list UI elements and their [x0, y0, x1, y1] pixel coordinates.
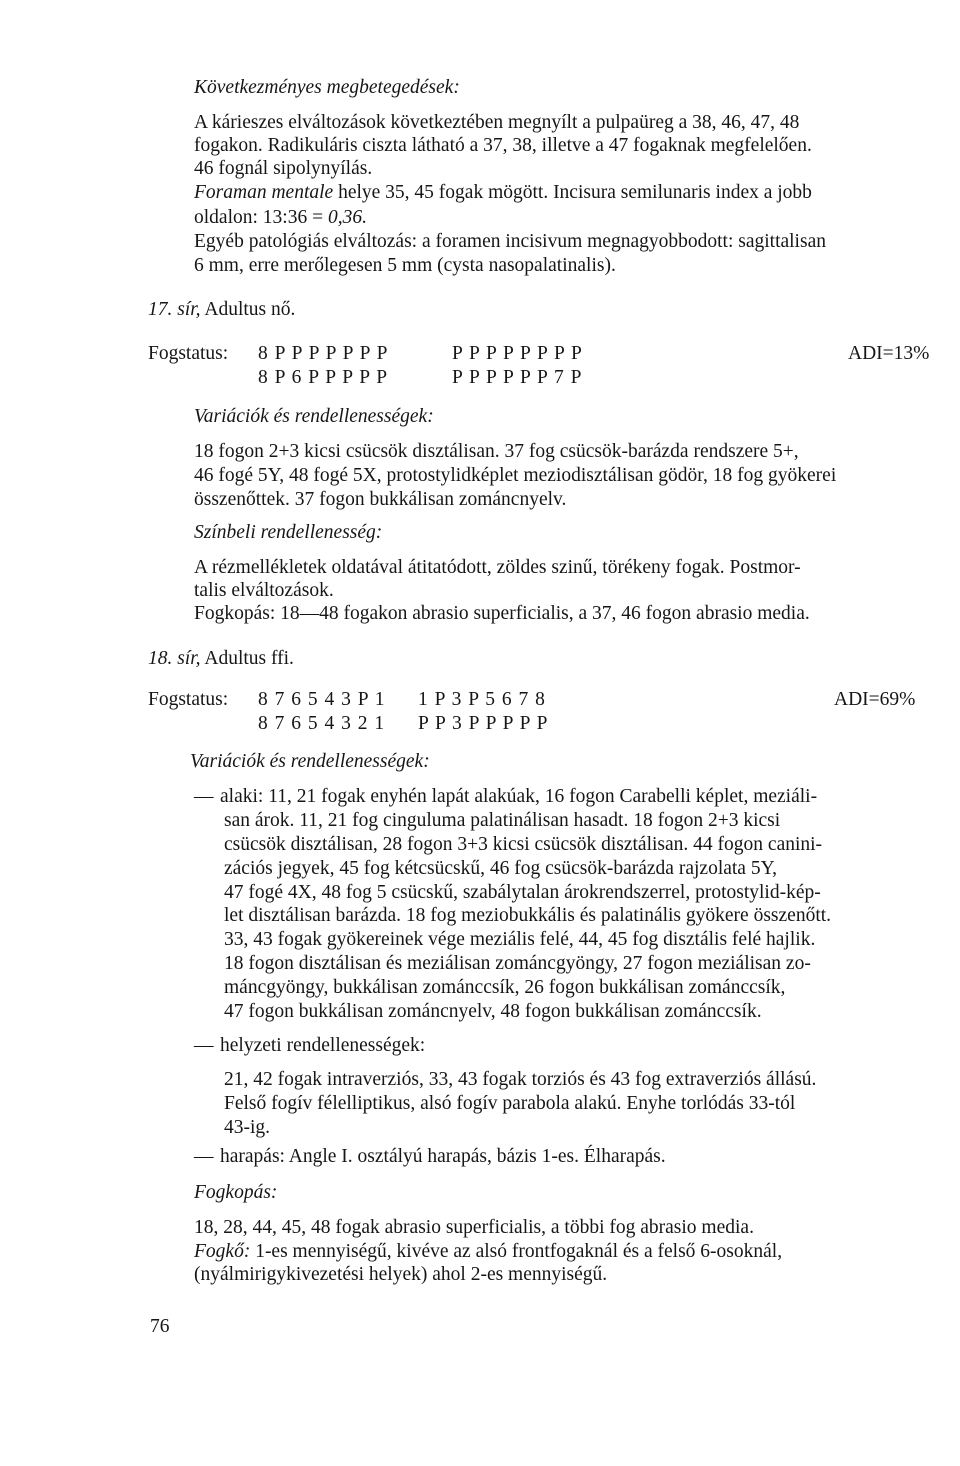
text-line: Egyéb patológiás elváltozás: a foramen incisivum megnagyobbodott: sagittalisan [194, 231, 826, 252]
text-line: fogakon. Radikuláris ciszta látható a 37, 38, illetve a 47 fogaknak megfelelően. [194, 135, 812, 156]
text-line: máncgyöngy, bukkálisan zománccsík, 26 fogon bukkálisan zománccsík, [224, 977, 786, 998]
text-line [194, 1240, 782, 1264]
page-number: 76 [150, 1316, 170, 1337]
text-span: oldalon: 13:36 = [194, 207, 328, 228]
lower-right-teeth: 8 7 6 5 4 3 2 1 [258, 713, 386, 734]
list-label: alaki: [220, 786, 264, 807]
lower-left-teeth: P P P P P P 7 P [452, 367, 583, 388]
variations-heading: Variációk és rendellenességek: [194, 406, 434, 427]
tooth-status-label: Fogstatus: [148, 343, 229, 364]
grave-number: 18. sír, [148, 648, 201, 669]
upper-left-teeth: P P P P P P P P [452, 343, 583, 364]
list-item-bite [194, 1145, 666, 1169]
list-label: helyzeti rendellenességek: [220, 1035, 426, 1056]
grave-subject: Adultus nő. [200, 299, 296, 320]
lower-right-teeth: 8 P 6 P P P P P [258, 367, 389, 388]
foramen-term: Foraman mentale [194, 182, 334, 203]
text-line: Felső fogív félelliptikus, alsó fogív parabola alakú. Enyhe torlódás 33-tól [224, 1093, 796, 1114]
adi-value: ADI=69% [834, 689, 916, 710]
consequential-diseases-heading: Következményes megbetegedések: [194, 77, 460, 98]
adi-value: ADI=13% [848, 343, 930, 364]
text-line [194, 181, 812, 205]
upper-right-teeth: 8 7 6 5 4 3 P 1 [258, 689, 386, 710]
text-line: 46 fognál sipolynyílás. [194, 158, 373, 179]
list-dash: — [194, 1146, 214, 1167]
text-span: 11, 21 fogak enyhén lapát alakúak, 16 fogon Carabelli képlet, meziáli- [263, 786, 818, 807]
text-line: 21, 42 fogak intraverziós, 33, 43 fogak torziós és 43 fog extraverziós állású. [224, 1069, 817, 1090]
text-line: 6 mm, erre merőlegesen 5 mm (cysta nasopalatinalis). [194, 255, 616, 276]
text-span: harapás: Angle I. osztályú harapás, bázis 1-es. Élharapás. [220, 1146, 666, 1167]
text-line: 18, 28, 44, 45, 48 fogak abrasio superficialis, a többi fog abrasio media. [194, 1217, 754, 1238]
list-dash: — [194, 786, 214, 807]
variations-heading: Variációk és rendellenességek: [190, 751, 430, 772]
text-line: 18 fogon disztálisan és meziálisan zománcgyöngy, 27 fogon meziálisan zo- [224, 953, 811, 974]
text-line: 47 fogé 4X, 48 fog 5 csücskű, szabálytalan árokrendszerrel, protostylid-kép- [224, 882, 821, 903]
grave-17-title [148, 298, 295, 322]
text-line: A kárieszes elváltozások következtében megnyílt a pulpaüreg a 38, 46, 47, 48 [194, 112, 800, 133]
upper-left-teeth: 1 P 3 P 5 6 7 8 [418, 689, 546, 710]
tartar-label: Fogkő: [194, 1241, 251, 1262]
text-line: san árok. 11, 21 fog cingulumа palatinálisan hasadt. 18 fogon 2+3 kicsi [224, 810, 781, 831]
text-span: helye 35, 45 fogak mögött. Incisura semilunaris index a jobb [333, 182, 812, 203]
text-line: let disztálisan barázda. 18 fog meziobukkális és palatinális gyökere összenőtt. [224, 905, 832, 926]
text-line: 18 fogon 2+3 kicsi csücsök disztálisan. 37 fog csücsök-barázda rendszere 5+, [194, 441, 799, 462]
grave-number: 17. sír, [148, 299, 201, 320]
text-line: csücsök disztálisan, 28 fogon 3+3 kicsi csücsök disztálisan. 44 fogon canini- [224, 834, 823, 855]
lower-left-teeth: P P 3 P P P P P [418, 713, 549, 734]
tooth-status-label: Fogstatus: [148, 689, 229, 710]
text-line [194, 206, 367, 230]
list-item-position [194, 1034, 425, 1058]
text-line: 47 fogon bukkálisan zománcnyelv, 48 fogon bukkálisan zománccsík. [224, 1001, 762, 1022]
list-dash: — [194, 1035, 214, 1056]
text-line: zációs jegyek, 45 fog kétcsücskű, 46 fog csücsök-barázda rajzolata 5Y, [224, 858, 778, 879]
upper-right-teeth: 8 P P P P P P P [258, 343, 389, 364]
grave-18-title [148, 647, 294, 671]
text-line: összenőttek. 37 fogon bukkálisan zománcnyelv. [194, 489, 567, 510]
text-line: Fogkopás: 18—48 fogakon abrasio superficialis, a 37, 46 fogon abrasio media. [194, 603, 810, 624]
text-span: 1-es mennyiségű, kivéve az alsó frontfogaknál és a felső 6-osoknál, [250, 1241, 783, 1262]
tooth-wear-heading: Fogkopás: [194, 1182, 278, 1203]
text-line: A rézmellékletek oldatával átitatódott, zöldes szinű, törékeny fogak. Postmor- [194, 557, 801, 578]
color-anomaly-heading: Színbeli rendellenesség: [194, 522, 383, 543]
text-line: talis elváltozások. [194, 580, 334, 601]
text-line: 33, 43 fogak gyökereinek vége meziális felé, 44, 45 fog disztális felé hajlik. [224, 929, 816, 950]
text-line: 46 fogé 5Y, 48 fogé 5X, protostylidképlet meziodisztálisan gödör, 18 fog gyökerei [194, 465, 837, 486]
text-line: 43-ig. [224, 1117, 271, 1138]
list-item-shape [194, 785, 817, 809]
text-line: (nyálmirigykivezetési helyek) ahol 2-es mennyiségű. [194, 1264, 608, 1285]
index-value: 0,36. [327, 207, 367, 228]
grave-subject: Adultus ffi. [200, 648, 294, 669]
